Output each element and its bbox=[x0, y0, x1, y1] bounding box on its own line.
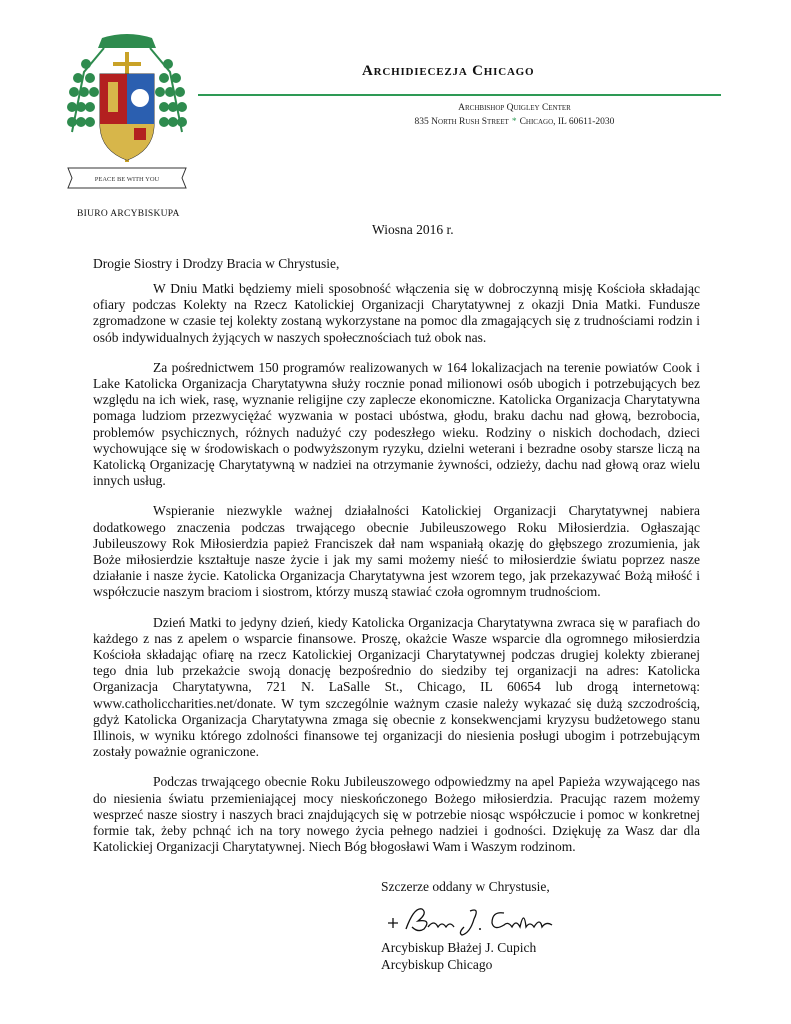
paragraph: Wspieranie niezwykle ważnej działalności Katolickiej Organizacji Charytatywnej nabiera dodatkowego znaczenia podczas trwającego obecnie Jubileuszowego Roku Miłosierdzia. Ogłaszając Jubileuszowy Rok Miłosierdzia papież Franciszek dał nam wspaniałą okazję do głębszego zrozumienia, jak Boże miłosierdzie kształtuje nasze życie i jak my sami możemy nieść to miłosierdzie światu poprzez nasze działanie i nasze życie. Katolicka Organizacja Charytatywna jest wzorem tego, jak przekazywać Bożą miłość i współczucie naszym braciom i siostrom, którzy muszą stawiać czoła ogromnym trudnościom. bbox=[93, 503, 700, 600]
header-divider bbox=[198, 94, 721, 96]
signatory-name: Arcybiskup Błażej J. Cupich bbox=[381, 940, 537, 955]
office-label: BIURO ARCYBISKUPA bbox=[77, 209, 180, 219]
galero-hat bbox=[98, 34, 156, 48]
letter-date: Wiosna 2016 r. bbox=[372, 222, 454, 237]
closing: Szczerze oddany w Chrystusie, bbox=[381, 879, 550, 894]
signatory-title: Arcybiskup Chicago bbox=[381, 957, 493, 972]
paragraph: Podczas trwającego obecnie Roku Jubileuszowego odpowiedzmy na apel Papieża wzywającego nas do niesienia światu przemieniającej mocy nieskończonego Bożego miłosierdzia. Pracując razem możemy wesprzeć nasze siostry i naszych braci znajdujących się w potrzebie niosąc współczucie i pomoc w konkretnej formie tak, żeby pchnąć ich na tory nowego życia pełnego nadziei i godności. Dziękuję za Wasz dar dla Katolickiej Organizacji Charytatywnej. Niech Bóg błogosławi Wam i Waszym rodzinom. bbox=[93, 774, 700, 855]
address-line bbox=[253, 117, 776, 127]
star-separator-icon: * bbox=[511, 117, 517, 127]
address-city: Chicago, IL 60611-2030 bbox=[519, 117, 615, 127]
handwritten-signature bbox=[384, 899, 564, 941]
tassels-right bbox=[150, 48, 187, 132]
coat-of-arms-logo bbox=[64, 32, 190, 190]
letter-greeting: Drogie Siostry i Drodzy Bracia w Chrystusie, bbox=[93, 256, 340, 271]
address-street: 835 North Rush Street bbox=[414, 117, 509, 127]
paragraph: Dzień Matki to jedyny dzień, kiedy Katolicka Organizacja Charytatywna zwraca się w parafiach do każdego z nas z apelem o wsparcie finansowe. Proszę, okażcie Wasze wsparcie dla ogromnego miłosierdzia Kościoła składając ofiarę na rzecz Katolickiej Organizacji Charytatywnej podczas drugiej kolekty zbieranej tego dnia lub przekażcie swoją donację bezpośrednio do siedziby tej organizacji na adres: Katolicka Organizacja Charytatywna, 721 N. LaSalle St., Chicago, IL 60654 lub drogą internetową: www.catholiccharities.net/donate. W tym szczególnie ważnym czasie należy wykazać się dużą szczodrością, gdyż Katolicka Organizacja Charytatywna zmaga się obecnie z konsekwencjami kryzysu budżetowego stanu Illinois, w wyniku którego zdolności finansowe tej organizacji do niesienia posługi ubogim i potrzebującym zostały poważnie ograniczone. bbox=[93, 614, 700, 760]
tassels-left bbox=[67, 48, 104, 132]
letter-body bbox=[93, 281, 700, 870]
paragraph: W Dniu Matki będziemy mieli sposobność włączenia się w dobroczynną misję Kościoła składając ofiary podczas Kolekty na Rzecz Katolickiej Organizacji Charytatywnej z okazji Dnia Matki. Fundusze zgromadzone w czasie tej kolekty zostaną wykorzystane na pomoc dla zmagających się z trudnościami rodzin i osób indywidualnych żyjących w naszych społecznościach tuż obok nas. bbox=[93, 281, 700, 345]
org-title: Archidiecezja Chicago bbox=[362, 63, 535, 79]
motto-text: PEACE BE WITH YOU bbox=[94, 176, 160, 183]
center-name: Archbishop Quigley Center bbox=[458, 103, 571, 113]
paragraph: Za pośrednictwem 150 programów realizowanych w 164 lokalizacjach na terenie powiatów Cook i Lake Katolicka Organizacja Charytatywna służy rocznie ponad milionowi osób ubogich i potrzebujących bez względu na ich wiek, rasę, wyznanie religijne czy zaplecze ekonomiczne. Katolicka Organizacja Charytatywna pomaga ludziom przezwyciężać wyzwania w postaci ubóstwa, głodu, braku dachu nad głową, bezrobocia, problemów psychicznych, różnych nadużyć czy podeszłego wieku. Rodziny o niskich dochodach, dzieci wychowujące się w środowiskach o podwyższonym ryzyku, dzielni weterani i bezradne osoby starsze liczą na Katolicką Organizację Charytatywną w nadziei na otrzymanie żywności, odzieży, dachu nad głową oraz wielu innych usług. bbox=[93, 359, 700, 489]
